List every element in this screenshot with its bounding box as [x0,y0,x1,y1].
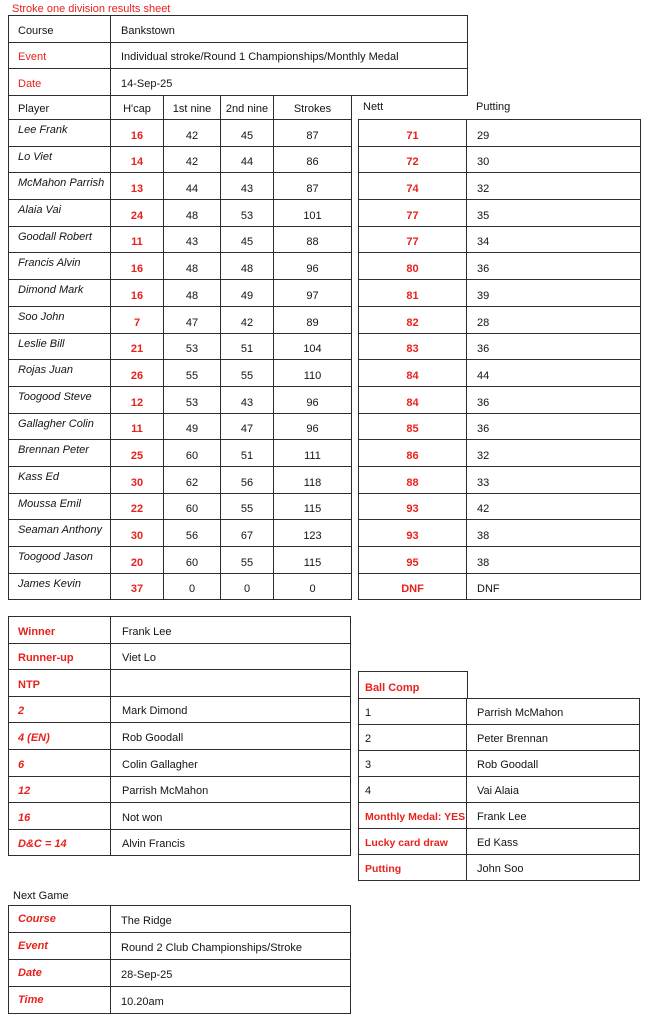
ball-comp-row [359,777,640,803]
player-name: Goodall Robert [9,226,111,253]
player-row [9,173,352,200]
award-row [9,829,351,856]
player-row [9,413,352,440]
putting-value: 32 [467,173,641,200]
player-row [9,520,352,547]
info-value: Bankstown [111,16,468,43]
nett-putting-row [359,226,641,253]
award-row [9,696,351,723]
ball-comp-label: Putting [359,855,467,881]
hcap-value: 30 [111,466,164,493]
next-game-row [9,987,351,1014]
hcap-value: 7 [111,306,164,333]
player-name: Rojas Juan [9,360,111,387]
player-name: Moussa Emil [9,493,111,520]
next-game-label: Time [9,987,111,1014]
hcap-value: 11 [111,413,164,440]
next-game-label: Course [9,906,111,933]
ball-comp-row [359,751,640,777]
info-label: Date [9,69,111,96]
player-row [9,120,352,147]
putting-value: 35 [467,200,641,227]
putting-value: 44 [467,360,641,387]
award-label: Winner [9,617,111,644]
award-row [9,776,351,803]
next-game-value: The Ridge [111,906,351,933]
award-label: 4 (EN) [9,723,111,750]
nett-putting-row [359,573,641,600]
nett-putting-row [359,547,641,574]
nett-value: 86 [359,440,467,467]
info-row [9,69,468,96]
putting-value: 42 [467,493,641,520]
2nd-nine-value: 0 [221,573,274,600]
nett-putting-row [359,200,641,227]
hcap-value: 21 [111,333,164,360]
next-game-heading: Next Game [13,890,69,902]
strokes-value: 123 [274,520,352,547]
putting-value: 34 [467,226,641,253]
hcap-value: 12 [111,386,164,413]
nett-value: DNF [359,573,467,600]
award-row [9,803,351,830]
strokes-value: 110 [274,360,352,387]
2nd-nine-value: 42 [221,306,274,333]
strokes-value: 96 [274,253,352,280]
award-row [9,643,351,670]
1st-nine-value: 42 [164,120,221,147]
1st-nine-value: 60 [164,547,221,574]
putting-value: 36 [467,413,641,440]
strokes-value: 87 [274,173,352,200]
putting-value: 32 [467,440,641,467]
nett-value: 80 [359,253,467,280]
ball-comp-value: John Soo [467,855,640,881]
nett-putting-row [359,493,641,520]
col-header-2nd-nine: 2nd nine [221,96,274,120]
1st-nine-value: 56 [164,520,221,547]
hcap-value: 16 [111,280,164,307]
ball-comp-label: Lucky card draw [359,829,467,855]
award-label: Runner-up [9,643,111,670]
putting-value: 36 [467,253,641,280]
nett-value: 71 [359,120,467,147]
1st-nine-value: 49 [164,413,221,440]
2nd-nine-value: 51 [221,333,274,360]
1st-nine-value: 42 [164,146,221,173]
nett-putting-row [359,173,641,200]
award-value [111,670,351,697]
1st-nine-value: 0 [164,573,221,600]
ball-comp-value: Rob Goodall [467,751,640,777]
ball-comp-table [358,698,640,881]
1st-nine-value: 47 [164,306,221,333]
award-value: Alvin Francis [111,829,351,856]
nett-value: 82 [359,306,467,333]
player-name: James Kevin [9,573,111,600]
nett-value: 84 [359,386,467,413]
results-header-row [9,96,352,120]
hcap-value: 11 [111,226,164,253]
putting-value: 36 [467,333,641,360]
results-table [8,95,352,600]
1st-nine-value: 62 [164,466,221,493]
2nd-nine-value: 56 [221,466,274,493]
hcap-value: 20 [111,547,164,574]
ball-comp-value: Peter Brennan [467,725,640,751]
player-row [9,200,352,227]
next-game-value: Round 2 Club Championships/Stroke [111,933,351,960]
col-header-hcap: H'cap [111,96,164,120]
award-value: Rob Goodall [111,723,351,750]
2nd-nine-value: 45 [221,120,274,147]
2nd-nine-value: 43 [221,173,274,200]
ball-comp-label: 3 [359,751,467,777]
award-value: Mark Dimond [111,696,351,723]
hcap-value: 24 [111,200,164,227]
award-label: NTP [9,670,111,697]
hcap-value: 13 [111,173,164,200]
info-value: Individual stroke/Round 1 Championships/Monthly Medal [111,42,468,69]
nett-putting-row [359,440,641,467]
player-name: Gallagher Colin [9,413,111,440]
putting-value: DNF [467,573,641,600]
player-name: McMahon Parrish [9,173,111,200]
player-row [9,493,352,520]
next-game-value: 10.20am [111,987,351,1014]
1st-nine-value: 60 [164,440,221,467]
nett-putting-row [359,253,641,280]
strokes-value: 101 [274,200,352,227]
ball-comp-label: 4 [359,777,467,803]
nett-value: 93 [359,493,467,520]
player-name: Seaman Anthony [9,520,111,547]
hcap-value: 25 [111,440,164,467]
next-game-value: 28-Sep-25 [111,960,351,987]
ball-comp-value: Frank Lee [467,803,640,829]
nett-putting-row [359,413,641,440]
ball-comp-label: 2 [359,725,467,751]
strokes-value: 96 [274,386,352,413]
nett-putting-row [359,333,641,360]
info-row [9,42,468,69]
award-value: Not won [111,803,351,830]
ball-comp-row [359,829,640,855]
ball-comp-value: Vai Alaia [467,777,640,803]
putting-value: 38 [467,520,641,547]
hcap-value: 16 [111,120,164,147]
ball-comp-header-cell [358,671,468,700]
nett-putting-row [359,386,641,413]
ball-comp-label: Monthly Medal: YES [359,803,467,829]
nett-value: 77 [359,200,467,227]
player-row [9,573,352,600]
player-row [9,386,352,413]
player-name: Toogood Steve [9,386,111,413]
2nd-nine-value: 55 [221,360,274,387]
strokes-value: 97 [274,280,352,307]
event-info-table [8,15,468,96]
strokes-value: 89 [274,306,352,333]
next-game-row [9,906,351,933]
player-name: Leslie Bill [9,333,111,360]
hcap-value: 16 [111,253,164,280]
hcap-value: 37 [111,573,164,600]
award-value: Frank Lee [111,617,351,644]
col-header-putting: Putting [476,101,511,113]
strokes-value: 104 [274,333,352,360]
nett-value: 88 [359,466,467,493]
2nd-nine-value: 43 [221,386,274,413]
player-name: Brennan Peter [9,440,111,467]
nett-value: 83 [359,333,467,360]
ball-comp-header-label: Ball Comp [365,682,420,694]
ball-comp-value: Parrish McMahon [467,699,640,725]
next-game-label: Event [9,933,111,960]
col-header-1st-nine: 1st nine [164,96,221,120]
nett-putting-table [358,119,641,600]
award-row [9,670,351,697]
player-name: Soo John [9,306,111,333]
player-row [9,440,352,467]
putting-value: 29 [467,120,641,147]
award-row [9,749,351,776]
strokes-value: 86 [274,146,352,173]
1st-nine-value: 53 [164,386,221,413]
player-row [9,280,352,307]
nett-putting-row [359,280,641,307]
info-label: Course [9,16,111,43]
player-name: Toogood Jason [9,547,111,574]
ball-comp-label: 1 [359,699,467,725]
1st-nine-value: 44 [164,173,221,200]
nett-value: 81 [359,280,467,307]
next-game-label: Date [9,960,111,987]
putting-value: 33 [467,466,641,493]
ball-comp-row [359,803,640,829]
2nd-nine-value: 67 [221,520,274,547]
info-value: 14-Sep-25 [111,69,468,96]
1st-nine-value: 55 [164,360,221,387]
2nd-nine-value: 51 [221,440,274,467]
strokes-value: 111 [274,440,352,467]
strokes-value: 118 [274,466,352,493]
award-row [9,723,351,750]
2nd-nine-value: 47 [221,413,274,440]
player-row [9,306,352,333]
putting-value: 38 [467,547,641,574]
player-name: Alaia Vai [9,200,111,227]
ball-comp-row [359,699,640,725]
1st-nine-value: 60 [164,493,221,520]
award-value: Colin Gallagher [111,749,351,776]
putting-value: 39 [467,280,641,307]
info-row [9,16,468,43]
1st-nine-value: 43 [164,226,221,253]
nett-putting-row [359,120,641,147]
award-value: Viet Lo [111,643,351,670]
1st-nine-value: 53 [164,333,221,360]
award-value: Parrish McMahon [111,776,351,803]
ball-comp-value: Ed Kass [467,829,640,855]
2nd-nine-value: 45 [221,226,274,253]
2nd-nine-value: 48 [221,253,274,280]
player-row [9,146,352,173]
hcap-value: 30 [111,520,164,547]
nett-putting-row [359,466,641,493]
2nd-nine-value: 55 [221,493,274,520]
strokes-value: 88 [274,226,352,253]
award-label: 12 [9,776,111,803]
nett-value: 77 [359,226,467,253]
1st-nine-value: 48 [164,200,221,227]
nett-putting-row [359,520,641,547]
col-header-player: Player [9,96,111,120]
award-label: 6 [9,749,111,776]
player-name: Lo Viet [9,146,111,173]
nett-putting-row [359,360,641,387]
1st-nine-value: 48 [164,253,221,280]
award-label: D&C = 14 [9,829,111,856]
1st-nine-value: 48 [164,280,221,307]
col-header-nett: Nett [363,101,384,113]
nett-value: 93 [359,520,467,547]
player-name: Francis Alvin [9,253,111,280]
strokes-value: 0 [274,573,352,600]
player-row [9,333,352,360]
player-name: Dimond Mark [9,280,111,307]
putting-value: 30 [467,146,641,173]
col-header-strokes: Strokes [274,96,352,120]
player-name: Kass Ed [9,466,111,493]
hcap-value: 14 [111,146,164,173]
ball-comp-row [359,855,640,881]
strokes-value: 115 [274,547,352,574]
info-label: Event [9,42,111,69]
player-name: Lee Frank [9,120,111,147]
2nd-nine-value: 49 [221,280,274,307]
strokes-value: 87 [274,120,352,147]
award-label: 2 [9,696,111,723]
nett-value: 85 [359,413,467,440]
player-row [9,226,352,253]
nett-value: 74 [359,173,467,200]
next-game-row [9,933,351,960]
player-row [9,466,352,493]
2nd-nine-value: 44 [221,146,274,173]
ball-comp-row [359,725,640,751]
sheet-title: Stroke one division results sheet [12,3,171,15]
nett-value: 95 [359,547,467,574]
player-row [9,253,352,280]
2nd-nine-value: 55 [221,547,274,574]
hcap-value: 22 [111,493,164,520]
putting-value: 36 [467,386,641,413]
award-label: 16 [9,803,111,830]
2nd-nine-value: 53 [221,200,274,227]
hcap-value: 26 [111,360,164,387]
player-row [9,360,352,387]
strokes-value: 96 [274,413,352,440]
nett-value: 84 [359,360,467,387]
awards-table [8,616,351,856]
nett-value: 72 [359,146,467,173]
nett-putting-row [359,306,641,333]
putting-value: 28 [467,306,641,333]
strokes-value: 115 [274,493,352,520]
award-row [9,617,351,644]
next-game-row [9,960,351,987]
player-row [9,547,352,574]
nett-putting-row [359,146,641,173]
next-game-table [8,905,351,1014]
